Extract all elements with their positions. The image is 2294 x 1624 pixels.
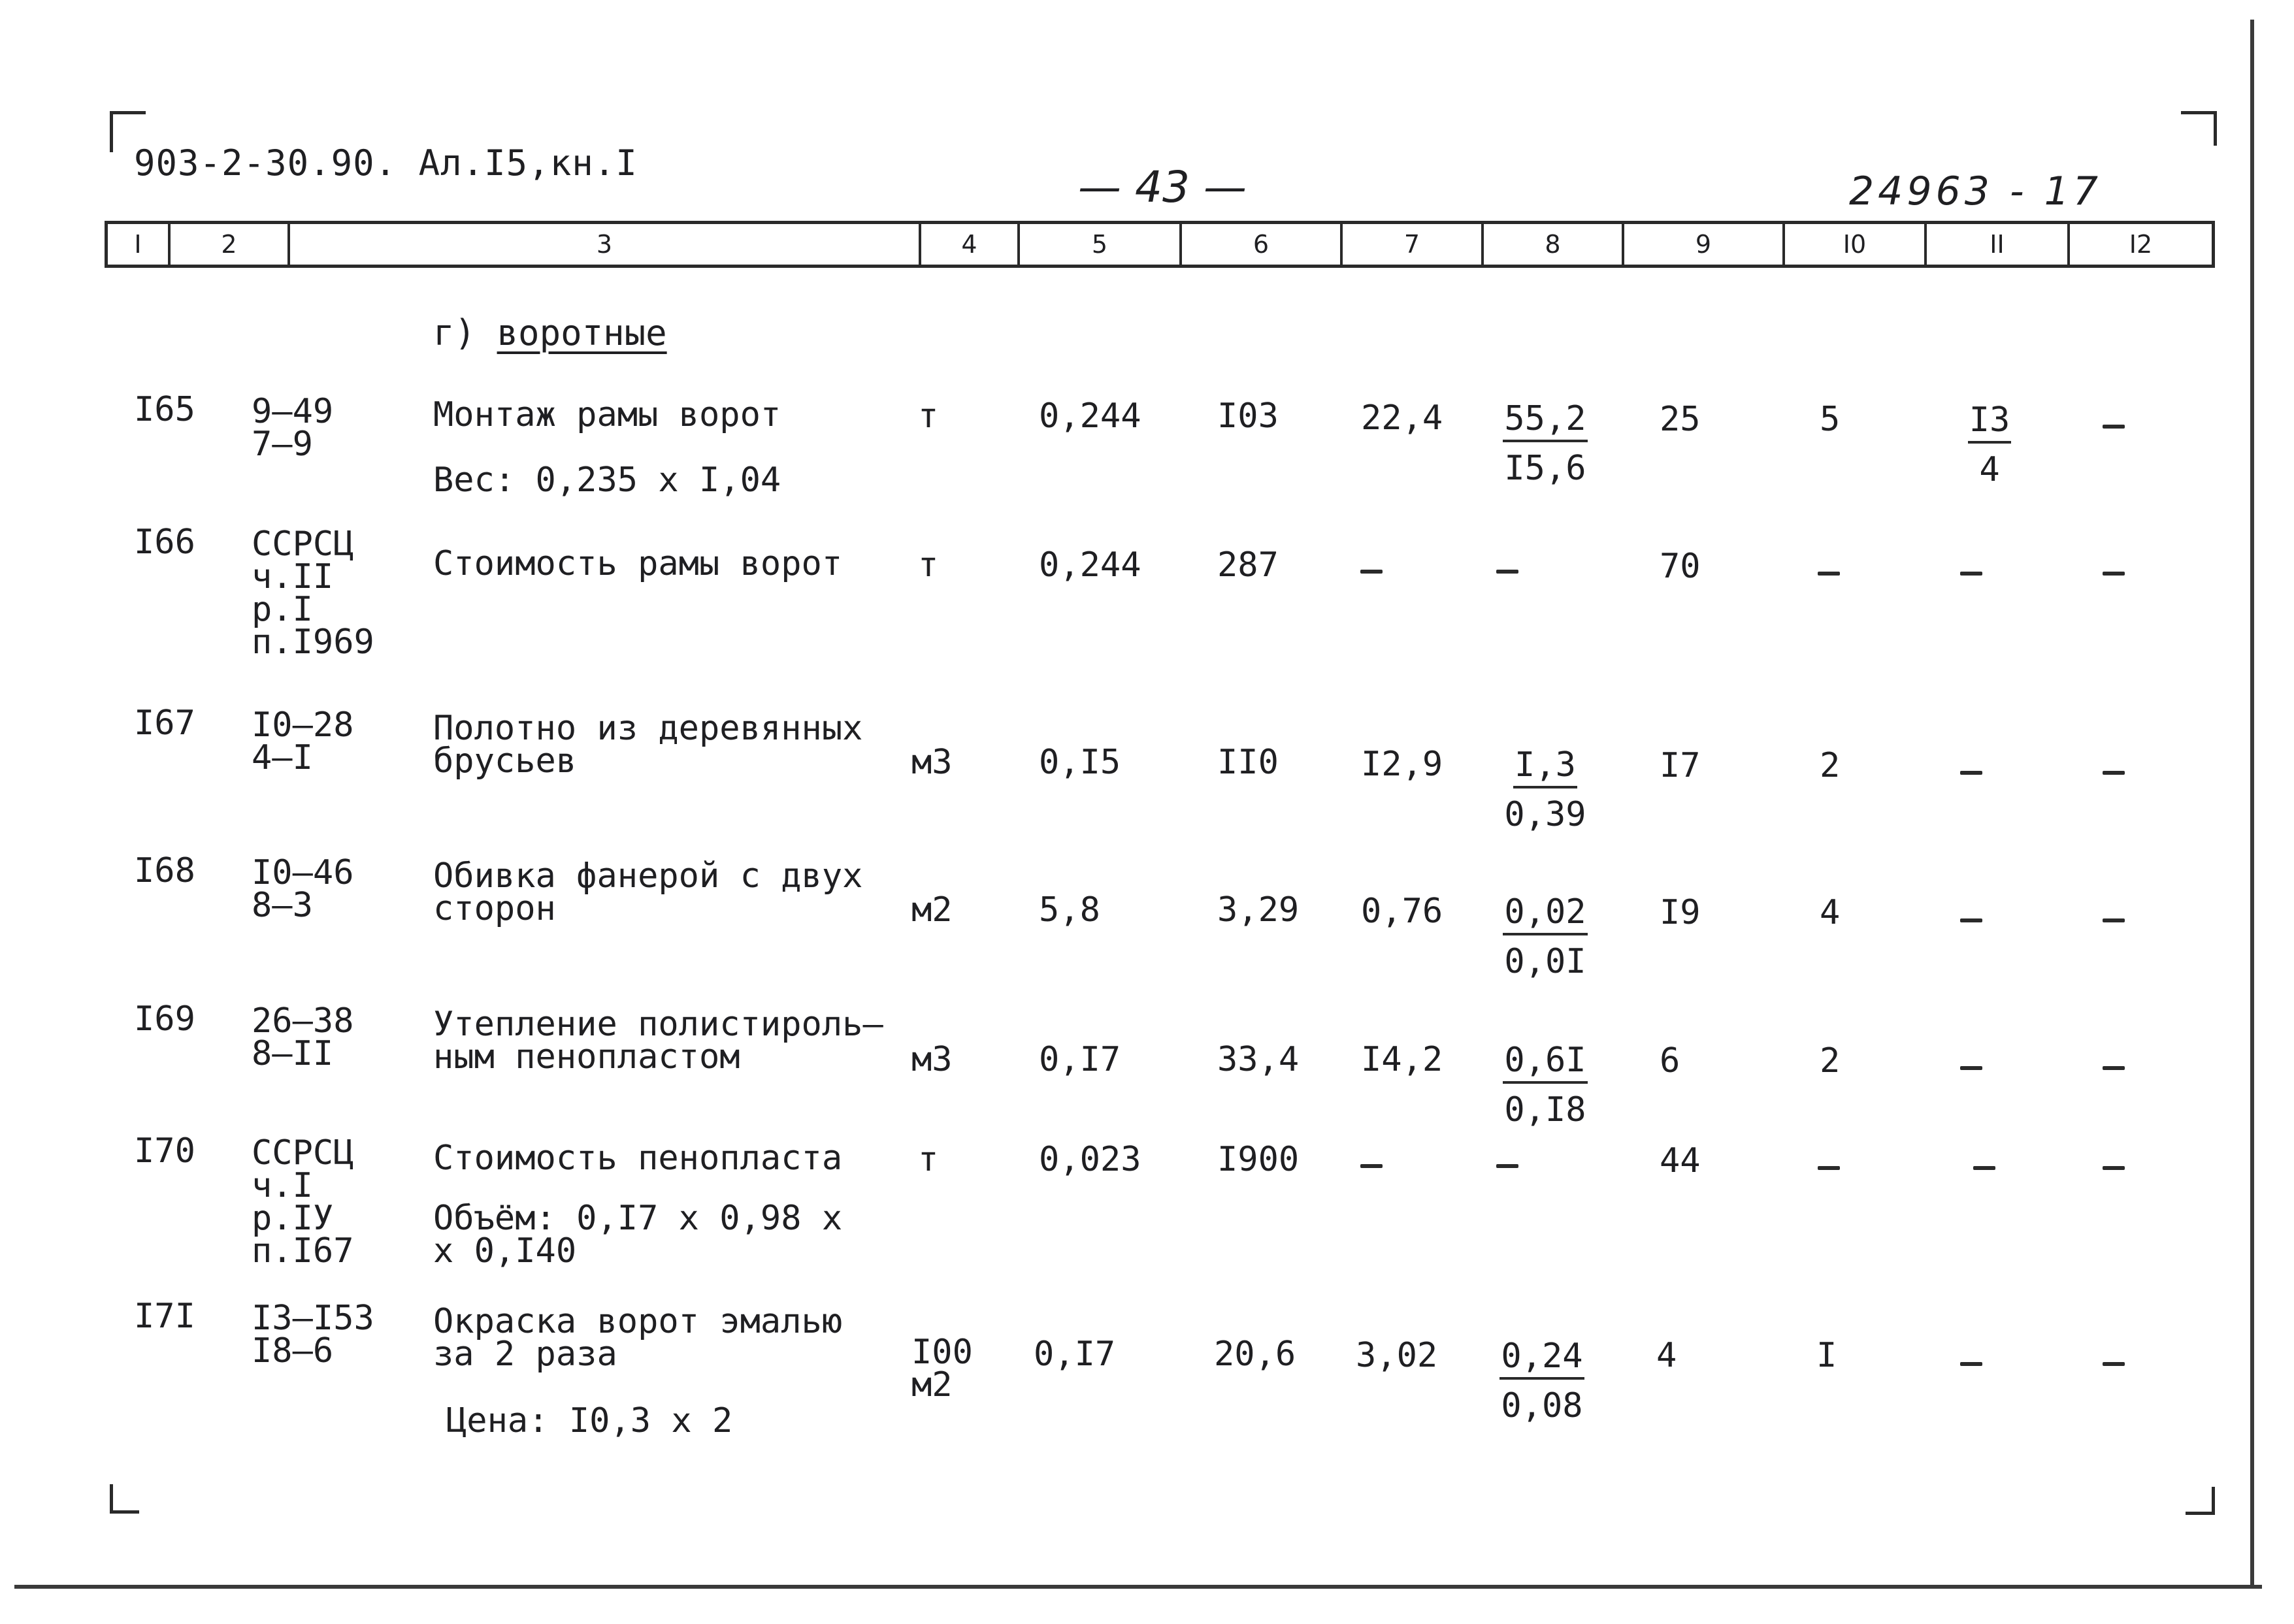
column-header: 4 [921, 224, 1020, 265]
row-col7: I4,2 [1361, 1040, 1443, 1079]
page-number: — 43 — [1078, 162, 1247, 212]
row-col7-dash [1360, 570, 1383, 574]
column-header: I [108, 224, 171, 265]
row-col7: 0,76 [1361, 892, 1443, 931]
row-col12-dash [2103, 1166, 2125, 1170]
column-header: 9 [1624, 224, 1785, 265]
row-col11-dash [1960, 771, 1982, 775]
row-note: Цена: I0,3 х 2 [446, 1401, 733, 1440]
row-col8-fraction [1496, 399, 1594, 488]
column-header: 5 [1020, 224, 1182, 265]
row-quantity: 0,244 [1039, 397, 1141, 436]
row-code: п.I67 [252, 1231, 354, 1271]
row-col6: I03 [1217, 397, 1279, 436]
document-number: 24963 - 17 [1849, 169, 2103, 214]
row-code: ч.I [252, 1166, 313, 1205]
row-col9: I7 [1660, 746, 1701, 785]
row-code: р.I [252, 590, 313, 629]
row-code: 8–3 [252, 886, 313, 925]
row-name: Стоимость пенопласта [433, 1139, 843, 1178]
row-unit: м3 [911, 743, 953, 782]
row-number: I66 [134, 523, 195, 562]
row-col10: I [1816, 1336, 1837, 1375]
row-unit: т [918, 397, 939, 436]
fraction-numerator: 0,24 [1499, 1339, 1584, 1380]
page-edge-bottom [14, 1585, 2262, 1589]
row-name: Монтаж рамы ворот [433, 395, 781, 434]
row-code: п.I969 [252, 623, 374, 662]
column-header: II [1927, 224, 2070, 265]
fraction-numerator: 0,6I [1503, 1043, 1587, 1084]
fraction-numerator: 55,2 [1503, 402, 1587, 442]
row-unit: м3 [911, 1040, 953, 1079]
row-name: сторон [433, 889, 556, 928]
row-col12-dash [2103, 771, 2125, 775]
row-name: Окраска ворот эмалью [433, 1302, 843, 1341]
row-col12-dash [2103, 572, 2125, 576]
row-col9: I9 [1660, 893, 1701, 932]
row-col9: 6 [1660, 1041, 1680, 1080]
fraction-denominator: 0,39 [1504, 795, 1586, 834]
row-col11-fraction [1960, 400, 2019, 489]
row-col11-dash [1973, 1166, 1995, 1170]
row-quantity: 0,023 [1039, 1140, 1141, 1179]
fraction-numerator: 0,02 [1503, 895, 1587, 935]
row-col8-fraction [1496, 745, 1594, 834]
row-number: I70 [134, 1131, 195, 1171]
row-quantity: 0,I7 [1034, 1335, 1116, 1374]
row-code: I8–6 [252, 1331, 334, 1371]
row-unit: м2 [911, 890, 953, 930]
fraction-denominator: 4 [1979, 450, 2000, 489]
row-col12-dash [2103, 425, 2125, 429]
row-name: ным пенопластом [433, 1037, 740, 1077]
fraction-numerator: I3 [1968, 403, 2012, 444]
row-code: I3–I53 [252, 1299, 374, 1338]
row-quantity: 5,8 [1039, 890, 1100, 930]
row-col6: 287 [1217, 545, 1279, 585]
row-col8-fraction [1493, 1339, 1591, 1423]
row-unit: м2 [911, 1365, 953, 1405]
row-col9: 70 [1660, 547, 1701, 586]
fraction-denominator: 0,08 [1501, 1386, 1583, 1425]
row-col6: I900 [1217, 1140, 1300, 1179]
row-code: 26–38 [252, 1001, 354, 1041]
fraction-denominator: I5,6 [1504, 449, 1586, 488]
section-title-text: воротные [497, 312, 667, 353]
row-name: Утепление полистироль– [433, 1005, 883, 1044]
row-col7: 22,4 [1361, 398, 1443, 438]
row-col10: 2 [1820, 1041, 1841, 1080]
page-edge-right [2250, 20, 2254, 1587]
corner-mark-top-right [2181, 111, 2217, 146]
row-unit: т [918, 545, 939, 585]
row-col12-dash [2103, 918, 2125, 922]
row-col10-dash [1818, 572, 1840, 576]
row-code: ССРСЦ [252, 1133, 354, 1173]
row-note: Вес: 0,235 х I,04 [433, 461, 781, 500]
corner-mark-bottom-left [110, 1484, 139, 1514]
row-number: I7I [134, 1297, 195, 1336]
row-name: Обивка фанерой с двух [433, 856, 863, 896]
row-number: I68 [134, 851, 195, 890]
row-col8-fraction [1496, 892, 1594, 981]
row-col10: 5 [1820, 400, 1841, 439]
row-col8-fraction [1496, 1043, 1594, 1127]
row-col6: 3,29 [1217, 890, 1300, 930]
row-unit: т [918, 1140, 939, 1179]
row-col6: 20,6 [1214, 1335, 1296, 1374]
row-code: 9–49 [252, 392, 334, 431]
column-header: I2 [2129, 230, 2153, 259]
row-col11-dash [1960, 1362, 1982, 1366]
row-quantity: 0,I7 [1039, 1040, 1121, 1079]
fraction-denominator: 0,0I [1504, 942, 1586, 981]
row-col12-dash [2103, 1362, 2125, 1366]
column-header: 8 [1484, 224, 1624, 265]
fraction-denominator: 0,I8 [1504, 1090, 1586, 1129]
row-col8-dash [1496, 1164, 1518, 1168]
row-col9: 44 [1660, 1141, 1701, 1180]
row-note: х 0,I40 [433, 1231, 577, 1271]
row-name: Стоимость рамы ворот [433, 544, 843, 583]
row-name: брусьев [433, 741, 577, 781]
row-col11-dash [1960, 918, 1982, 922]
row-number: I69 [134, 999, 195, 1039]
row-code: I0–46 [252, 853, 354, 892]
document-code: 903-2-30.90. Ал.I5,кн.I [134, 142, 638, 184]
row-name: за 2 раза [433, 1335, 617, 1374]
row-col7: I2,9 [1361, 745, 1443, 784]
row-note: Объём: 0,I7 х 0,98 х [433, 1199, 843, 1238]
column-header: 2 [171, 224, 290, 265]
row-col6: 33,4 [1217, 1040, 1300, 1079]
row-code: 8–II [252, 1034, 334, 1073]
row-quantity: 0,I5 [1039, 743, 1121, 782]
column-header: 3 [290, 224, 921, 265]
row-number: I65 [134, 390, 195, 429]
row-code: 7–9 [252, 425, 313, 464]
column-header: I0 [1785, 224, 1927, 265]
section-title [433, 312, 667, 353]
row-code: 4–I [252, 738, 313, 777]
row-code: ССРСЦ [252, 525, 354, 564]
fraction-numerator: I,3 [1513, 748, 1577, 788]
column-header: 7 [1343, 224, 1484, 265]
corner-mark-bottom-right [2186, 1487, 2215, 1515]
row-unit: I00 [911, 1333, 973, 1372]
row-quantity: 0,244 [1039, 545, 1141, 585]
row-col10-dash [1818, 1166, 1840, 1170]
row-code: ч.II [252, 557, 334, 596]
row-col7: 3,02 [1356, 1336, 1438, 1375]
row-col9: 4 [1656, 1336, 1677, 1375]
row-col9: 25 [1660, 400, 1701, 439]
row-col6: II0 [1217, 743, 1279, 782]
row-col7-dash [1360, 1164, 1383, 1168]
row-col10: 2 [1820, 746, 1841, 785]
row-col11-dash [1960, 1066, 1982, 1070]
row-name: Полотно из деревянных [433, 709, 863, 748]
row-col10: 4 [1820, 893, 1841, 932]
column-header-row [105, 221, 2215, 268]
row-code: р.IУ [252, 1199, 334, 1238]
row-col12-dash [2103, 1066, 2125, 1070]
column-header: 6 [1182, 224, 1343, 265]
row-code: I0–28 [252, 706, 354, 745]
row-number: I67 [134, 704, 195, 743]
section-title-prefix: г) [433, 312, 476, 353]
row-col8-dash [1496, 570, 1518, 574]
row-col11-dash [1960, 572, 1982, 576]
